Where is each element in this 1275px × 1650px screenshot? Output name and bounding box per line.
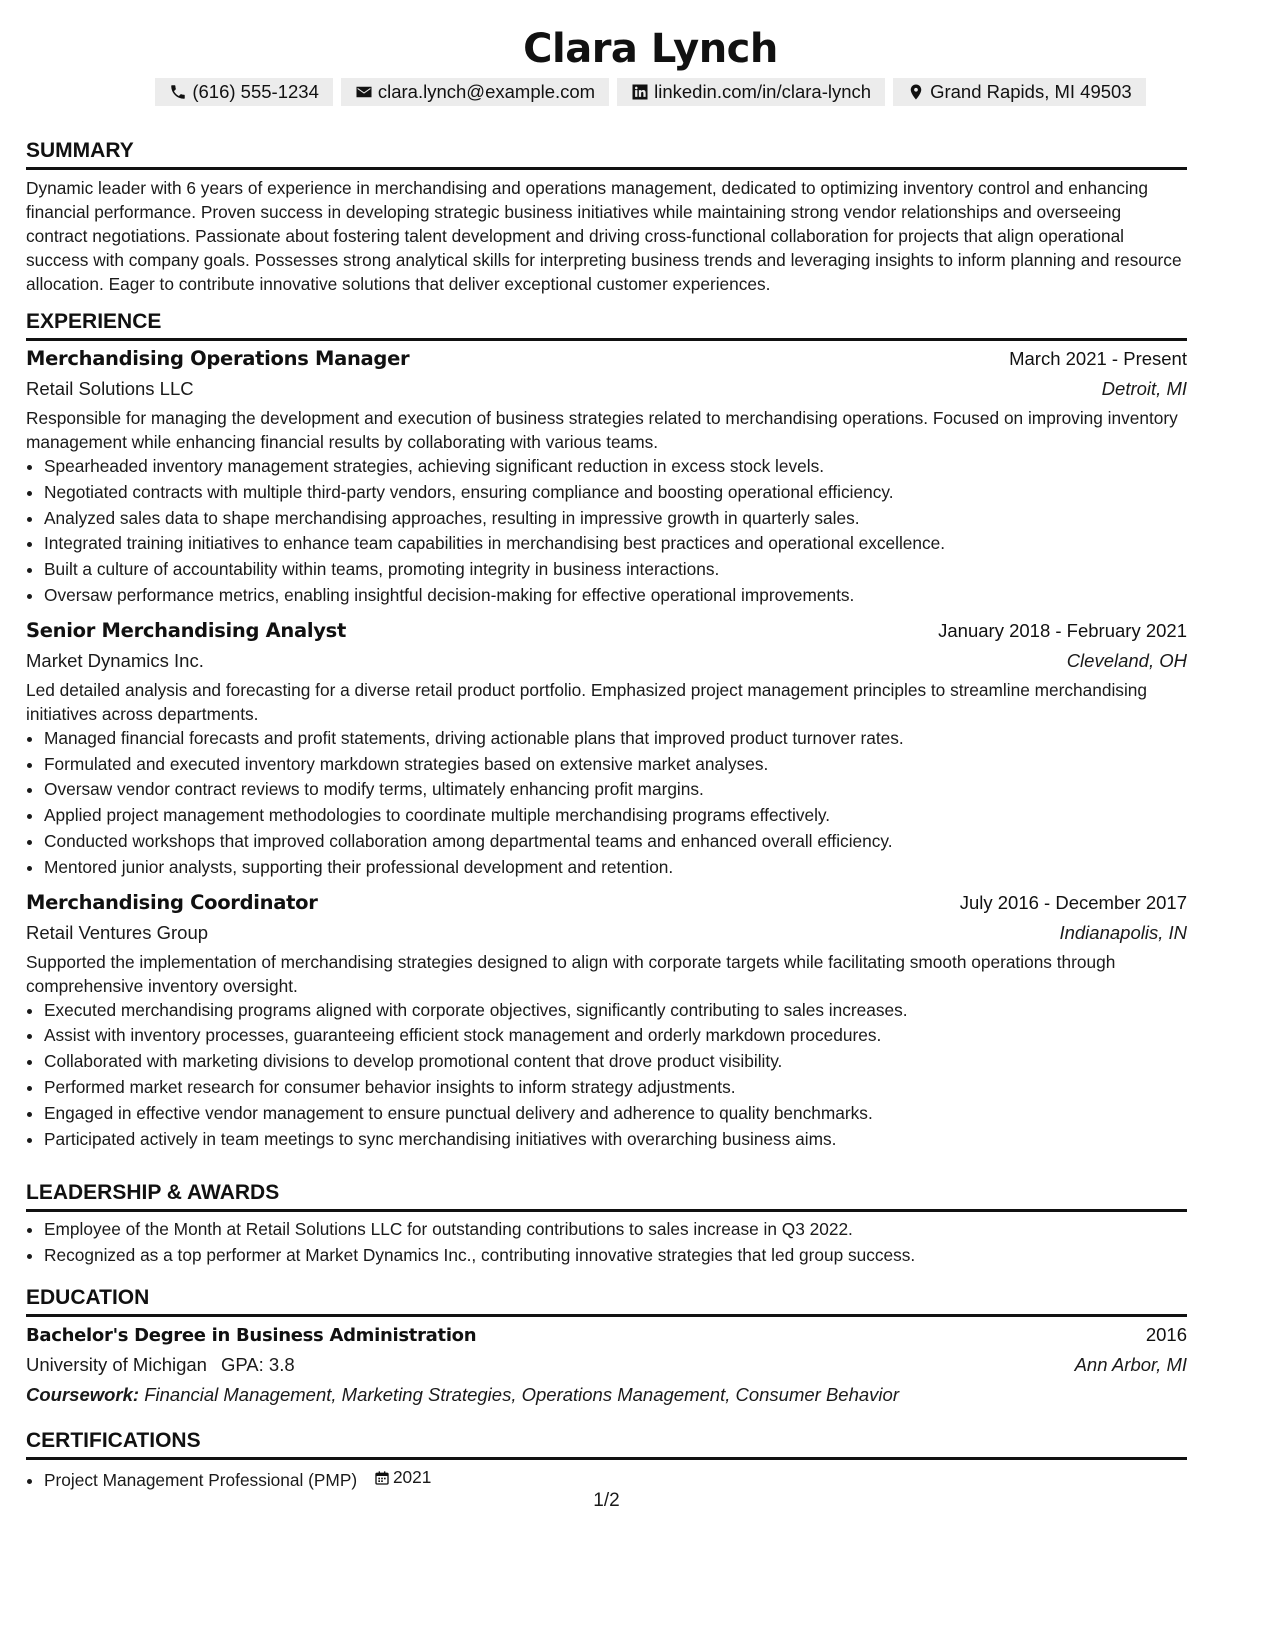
list-item: • Analyzed sales data to shape merchandising approaches, resulting in impressive growth in quarterly sales. bbox=[44, 506, 1187, 532]
list-item: • Applied project management methodologies to coordinate multiple merchandising programs effectively. bbox=[44, 803, 1187, 829]
job-description: Supported the implementation of merchandising strategies designed to align with corporate targets while facilitating smooth operations through comprehensive inventory oversight. bbox=[26, 951, 1116, 996]
job-location: Detroit, MI bbox=[1101, 378, 1187, 399]
certification-name: Project Management Professional (PMP) bbox=[44, 1469, 358, 1490]
job-company: Retail Ventures Group bbox=[26, 921, 209, 943]
summary-heading: SUMMARY bbox=[26, 138, 1187, 170]
job-date: January 2018 - February 2021 bbox=[938, 619, 1187, 641]
job-title: Merchandising Operations Manager bbox=[26, 347, 410, 370]
job-company: Retail Solutions LLC bbox=[26, 378, 194, 399]
job-entry bbox=[26, 888, 1187, 1153]
job-entry bbox=[26, 344, 1187, 609]
school-location: Ann Arbor, MI bbox=[1074, 1354, 1187, 1375]
graduation-year: 2016 bbox=[1145, 1324, 1187, 1345]
contact-bar bbox=[26, 78, 1187, 106]
leadership-bullets bbox=[26, 1217, 1187, 1269]
job-location: Indianapolis, IN bbox=[1059, 921, 1187, 943]
job-date: July 2016 - December 2017 bbox=[959, 891, 1187, 913]
certifications-section bbox=[26, 1428, 1187, 1494]
job-company: Market Dynamics Inc. bbox=[26, 649, 204, 671]
list-item: • Built a culture of accountability within teams, promoting integrity in business interactions. bbox=[44, 557, 1187, 583]
list-item: • Mentored junior analysts, supporting their professional development and retention. bbox=[44, 855, 1187, 881]
list-item: • Participated actively in team meetings to sync merchandising initiatives with overarching business aims. bbox=[44, 1127, 1187, 1153]
list-item: • Executed merchandising programs aligned with corporate objectives, significantly contributing to sales increases. bbox=[44, 998, 1187, 1024]
list-item: • Spearheaded inventory management strategies, achieving significant reduction in excess stock levels. bbox=[44, 454, 1187, 480]
phone-icon bbox=[169, 83, 187, 101]
calendar-icon bbox=[374, 1470, 390, 1486]
contact-location-text: Grand Rapids, MI 49503 bbox=[930, 81, 1132, 102]
leadership-heading: LEADERSHIP & AWARDS bbox=[26, 1180, 1187, 1212]
list-item: • Employee of the Month at Retail Solutions LLC for outstanding contributions to sales increase in Q3 2022. bbox=[44, 1217, 1187, 1243]
job-bullets bbox=[26, 726, 1187, 881]
list-item: • Collaborated with marketing divisions to develop promotional content that drove product visibility. bbox=[44, 1049, 1187, 1075]
degree-title: Bachelor's Degree in Business Administration bbox=[26, 1325, 477, 1346]
leadership-section bbox=[26, 1180, 1187, 1269]
contact-location[interactable] bbox=[893, 78, 1146, 106]
list-item: • Assist with inventory processes, guaranteeing efficient stock management and orderly markdown procedures. bbox=[44, 1023, 1187, 1049]
coursework bbox=[26, 1380, 1187, 1409]
coursework-label: Coursework: bbox=[26, 1384, 140, 1405]
linkedin-icon bbox=[631, 83, 649, 101]
job-description: Responsible for managing the development and execution of business strategies related to merchandising operations. Focused on improving inventory management while enhancing financial results by collaborating with various teams. bbox=[26, 408, 1178, 452]
map-pin-icon bbox=[907, 83, 925, 101]
job-bullets bbox=[26, 454, 1187, 609]
job-entry bbox=[26, 616, 1187, 881]
certification-year: 2021 bbox=[392, 1467, 432, 1487]
education-section bbox=[26, 1285, 1187, 1409]
envelope-icon bbox=[355, 83, 373, 101]
job-description: Led detailed analysis and forecasting for a diverse retail product portfolio. Emphasized project management principles to streamline merchandising initiatives across departments. bbox=[26, 679, 1148, 724]
experience-section bbox=[26, 309, 1187, 1152]
summary-text: Dynamic leader with 6 years of experience in merchandising and operations management, dedicated to optimizing inventory control and enhancing financial performance. Proven success in developing strategic business initiatives while maintaining strong vendor relationships and overseeing contract negotiations. Passionate about fostering talent development and driving cross-functional collaboration for projects that align operational success with company goals. Possesses strong analytical skills for interpreting business trends and leveraging insights to inform planning and resource allocation. Eager to contribute innovative solutions that deliver exceptional customer experiences. bbox=[26, 178, 1182, 294]
certifications-heading: CERTIFICATIONS bbox=[26, 1428, 1187, 1460]
job-date: March 2021 - Present bbox=[1009, 348, 1187, 369]
education-heading: EDUCATION bbox=[26, 1285, 1187, 1317]
contact-phone-text: (616) 555-1234 bbox=[192, 81, 319, 102]
list-item: • Oversaw vendor contract reviews to modify terms, ultimately enhancing profit margins. bbox=[44, 777, 1187, 803]
certification-year-wrap bbox=[374, 1465, 431, 1491]
list-item: • Formulated and executed inventory markdown strategies based on extensive market analyses. bbox=[44, 752, 1187, 778]
list-item: • Negotiated contracts with multiple third-party vendors, ensuring compliance and boosting operational efficiency. bbox=[44, 480, 1187, 506]
list-item: • Integrated training initiatives to enhance team capabilities in merchandising best practices and operational excellence. bbox=[44, 531, 1187, 557]
contact-email-text: clara.lynch@example.com bbox=[377, 81, 596, 102]
list-item: • Recognized as a top performer at Market Dynamics Inc., contributing innovative strategies that led group success. bbox=[44, 1243, 1187, 1269]
experience-heading: EXPERIENCE bbox=[26, 309, 1187, 341]
job-location: Cleveland, OH bbox=[1066, 649, 1187, 671]
contact-email[interactable] bbox=[341, 78, 609, 106]
job-bullets bbox=[26, 998, 1187, 1153]
contact-phone[interactable] bbox=[155, 78, 333, 106]
job-title: Senior Merchandising Analyst bbox=[26, 618, 346, 642]
coursework-list: Financial Management, Marketing Strategies, Operations Management, Consumer Behavior bbox=[144, 1384, 899, 1405]
list-item: • Conducted workshops that improved collaboration among departmental teams and enhanced overall efficiency. bbox=[44, 829, 1187, 855]
summary-section bbox=[26, 138, 1187, 296]
list-item: • Oversaw performance metrics, enabling insightful decision-making for effective operational improvements. bbox=[44, 583, 1187, 609]
contact-linkedin-text: linkedin.com/in/clara-lynch bbox=[654, 81, 872, 102]
contact-linkedin[interactable] bbox=[617, 78, 885, 106]
school-name: University of Michigan bbox=[26, 1354, 207, 1375]
candidate-name: Clara Lynch bbox=[523, 26, 778, 72]
list-item: • Engaged in effective vendor management to ensure punctual delivery and adherence to quality benchmarks. bbox=[44, 1101, 1187, 1127]
page-number: 1/2 bbox=[593, 1490, 620, 1511]
job-title: Merchandising Coordinator bbox=[26, 890, 318, 914]
list-item: • Performed market research for consumer behavior insights to inform strategy adjustments. bbox=[44, 1075, 1187, 1101]
gpa: GPA: 3.8 bbox=[220, 1354, 295, 1375]
list-item: • Managed financial forecasts and profit statements, driving actionable plans that improved product turnover rates. bbox=[44, 726, 1187, 752]
